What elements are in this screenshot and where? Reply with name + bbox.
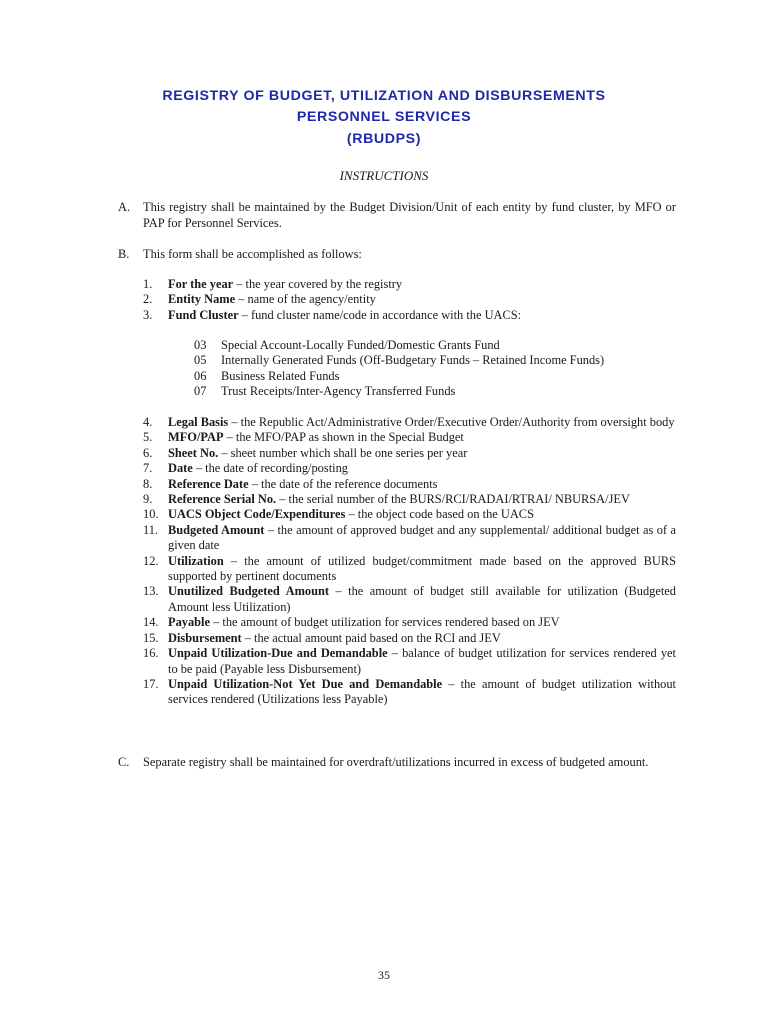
list-item-term: MFO/PAP	[168, 430, 224, 445]
list-item	[143, 308, 676, 323]
section-a	[118, 199, 676, 231]
list-item-description: – the amount of budget utilization without services rendered (Utilizations less Payable)	[168, 676, 676, 707]
list-item-description: – the Republic Act/Administrative Order/Executive Order/Authority from oversight body	[228, 415, 675, 429]
fund-code-label: Internally Generated Funds (Off-Budgetary Funds – Retained Income Funds)	[221, 353, 605, 368]
list-item-number: 4.	[143, 415, 153, 429]
list-item-term: Date	[168, 461, 193, 476]
fund-code-row	[194, 384, 604, 399]
list-item	[143, 461, 676, 476]
list-item-number: 16.	[143, 646, 159, 661]
list-item-term: Payable	[168, 615, 210, 630]
list-item-description: – the amount of budget still available for utilization (Budgeted Amount less Utilization)	[168, 584, 676, 614]
list-item	[143, 677, 676, 708]
list-item-description: – the serial number of the BURS/RCI/RADAI/RTRAI/ NBURSA/JEV	[276, 492, 630, 507]
list-item-number: 5.	[143, 430, 153, 445]
fund-code: 03	[194, 338, 207, 352]
section-b-text: This form shall be accomplished as follows:	[143, 247, 362, 261]
list-item-number: 2.	[143, 292, 153, 307]
fund-code: 06	[194, 368, 207, 383]
list-item	[143, 477, 676, 492]
fund-code-row	[194, 369, 604, 384]
list-item-description: – fund cluster name/code in accordance with the UACS:	[238, 307, 522, 322]
list-item-description: – the actual amount paid based on the RCI and JEV	[241, 630, 501, 645]
document-title-line-2: PERSONNEL SERVICES	[296, 109, 472, 125]
list-item-number: 8.	[143, 476, 153, 491]
list-item-number: 15.	[143, 630, 159, 645]
list-item-description: – the year covered by the registry	[233, 277, 403, 291]
list-item-number: 7.	[143, 461, 153, 476]
list-item-term: Utilization	[168, 553, 224, 568]
list-item-term: For the year	[168, 277, 234, 291]
list-item-description: – the amount of approved budget and any supplemental/ additional budget as of a given date	[168, 522, 676, 553]
list-item	[143, 584, 676, 615]
document-title-line-1: REGISTRY OF BUDGET, UTILIZATION AND DISBURSEMENTS	[162, 88, 606, 104]
list-item-description: – balance of budget utilization for services rendered yet to be paid (Payable less Disbursement)	[168, 646, 676, 676]
list-item-term: Reference Serial No.	[168, 492, 277, 507]
section-c-letter: C.	[118, 755, 130, 769]
list-item-term: Sheet No.	[168, 445, 219, 460]
list-item-number: 6.	[143, 445, 153, 460]
list-item	[143, 615, 676, 630]
fund-code-label: Trust Receipts/Inter-Agency Transferred Funds	[221, 384, 456, 399]
list-item-number: 10.	[143, 507, 159, 522]
list-item-description: – the date of recording/posting	[192, 461, 348, 476]
list-item-term: Entity Name	[168, 292, 236, 307]
list-item-number: 11.	[143, 522, 159, 537]
list-item-number: 12.	[143, 553, 159, 568]
fund-code-row	[194, 338, 604, 353]
list-item	[143, 277, 676, 292]
list-item-description: – the amount of budget utilization for services rendered based on JEV	[210, 615, 560, 630]
fund-code-row	[194, 353, 604, 368]
list-item	[143, 415, 676, 430]
list-item-term: Unpaid Utilization-Due and Demandable	[168, 646, 388, 661]
section-b-letter: B.	[118, 247, 130, 261]
section-a-text: This registry shall be maintained by the Budget Division/Unit of each entity by fund cluster, by MFO or PAP for Personnel Services.	[143, 200, 676, 230]
list-item-number: 1.	[143, 277, 153, 291]
document-title-acronym: (RBUDPS)	[346, 131, 422, 147]
list-item-number: 9.	[143, 492, 153, 507]
list-item-term: Budgeted Amount	[168, 522, 265, 537]
list-item-term: Unpaid Utilization-Not Yet Due and Demandable	[168, 676, 443, 691]
list-item	[143, 492, 676, 507]
fund-code: 05	[194, 353, 207, 368]
list-item-number: 13.	[143, 584, 159, 599]
fund-cluster-codes	[194, 338, 604, 400]
list-item-term: Unutilized Budgeted Amount	[168, 584, 329, 599]
list-item-description: – the date of the reference documents	[248, 476, 438, 491]
list-item-term: UACS Object Code/Expenditures	[168, 507, 346, 522]
fund-code: 07	[194, 384, 207, 399]
list-item	[143, 523, 676, 554]
list-item	[143, 646, 676, 677]
list-item	[143, 507, 676, 522]
list-item	[143, 292, 676, 307]
list-item-description: – sheet number which shall be one series per year	[218, 445, 468, 460]
section-b	[118, 246, 676, 262]
fund-code-label: Special Account-Locally Funded/Domestic Grants Fund	[221, 338, 500, 352]
list-item-description: – the amount of utilized budget/commitment made based on the approved BURS supported by pertinent documents	[168, 553, 676, 584]
page-number: 35	[378, 968, 390, 982]
fund-code-label: Business Related Funds	[221, 368, 340, 383]
instruction-list-part-2	[143, 415, 676, 708]
list-item-description: – the object code based on the UACS	[345, 507, 534, 522]
list-item	[143, 631, 676, 646]
list-item-number: 3.	[143, 307, 153, 322]
section-a-letter: A.	[118, 200, 131, 214]
instruction-list-part-1	[143, 277, 676, 323]
list-item	[143, 554, 676, 585]
list-item-number: 17.	[143, 676, 159, 691]
section-c	[118, 754, 676, 770]
instructions-heading: INSTRUCTIONS	[339, 168, 429, 183]
list-item-term: Reference Date	[168, 476, 249, 491]
list-item	[143, 446, 676, 461]
list-item-description: – name of the agency/entity	[235, 292, 376, 307]
section-c-text: Separate registry shall be maintained for overdraft/utilizations incurred in excess of budgeted amount.	[143, 755, 649, 769]
list-item-term: Legal Basis	[168, 415, 229, 429]
list-item-number: 14.	[143, 615, 159, 630]
list-item-description: – the MFO/PAP as shown in the Special Budget	[223, 430, 464, 445]
list-item-term: Fund Cluster	[168, 307, 239, 322]
list-item	[143, 430, 676, 445]
list-item-term: Disbursement	[168, 630, 242, 645]
